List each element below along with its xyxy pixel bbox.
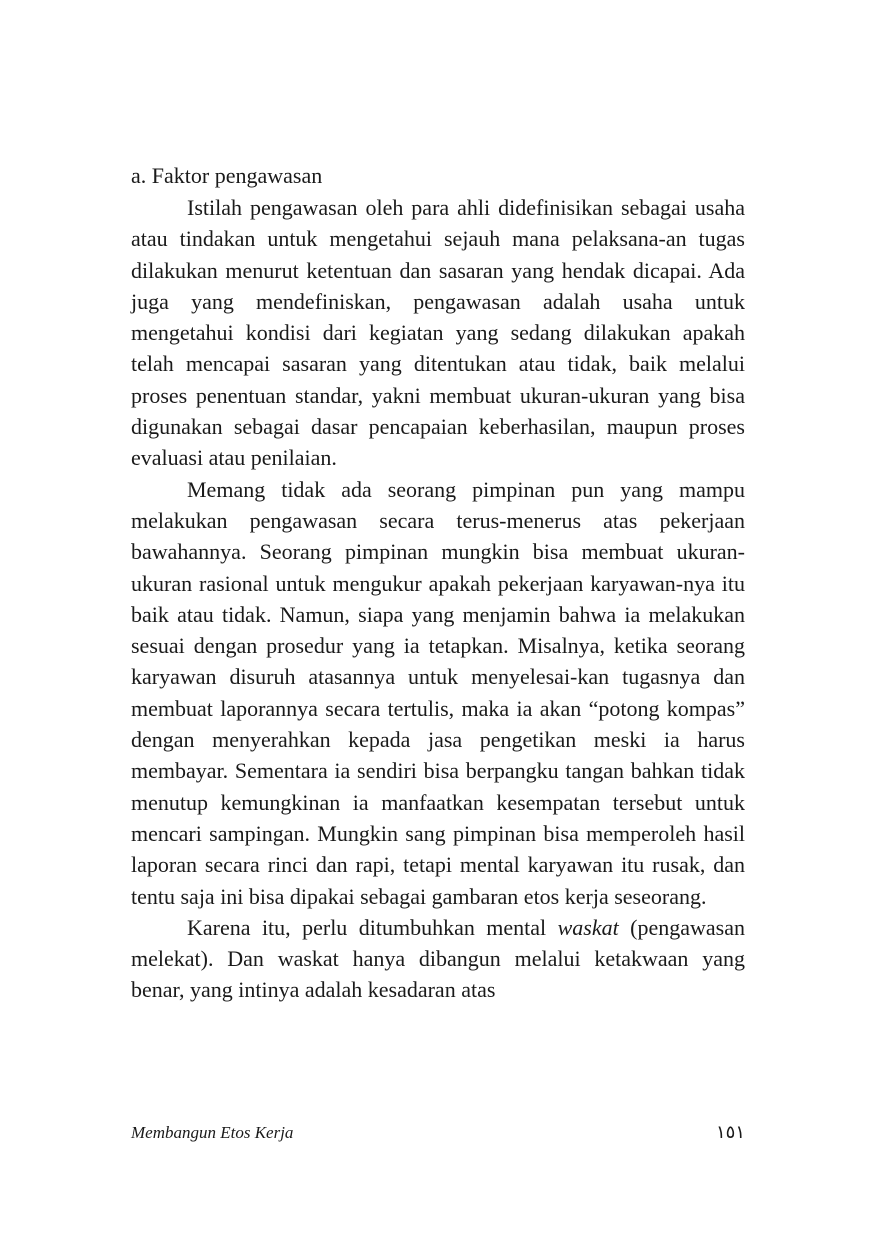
page-body [131, 160, 745, 1006]
footer-book-title: Membangun Etos Kerja [131, 1123, 294, 1142]
paragraph-3-italic-term: waskat [557, 914, 619, 940]
section-heading: a. Faktor pengawasan [131, 163, 323, 188]
footer-page-number: ١٥١ [715, 1122, 745, 1143]
paragraph-3 [131, 912, 745, 1006]
paragraph-3-text-start: Karena itu, perlu ditumbuhkan mental [187, 914, 558, 940]
page-footer [131, 1118, 745, 1148]
paragraph-2: Memang tidak ada seorang pimpinan pun yang mampu melakukan pengawasan secara terus-menerus atas pekerjaan bawahannya. Seorang pimpinan mungkin bisa membuat ukuran-ukuran rasional untuk mengukur apakah pekerjaan karyawan-nya itu baik atau tidak. Namun, siapa yang menjamin bahwa ia melakukan sesuai dengan prosedur yang ia tetapkan. Misalnya, ketika seorang karyawan disuruh atasannya untuk menyelesai-kan tugasnya dan membuat laporannya secara tertulis, maka ia akan “potong kompas” dengan menyerahkan kepada jasa pengetikan meski ia harus membayar. Sementara ia sendiri bisa berpangku tangan bahkan tidak menutup kemungkinan ia manfaatkan kesempatan tersebut untuk mencari sampingan. Mungkin sang pimpinan bisa memperoleh hasil laporan secara rinci dan rapi, tetapi mental karyawan itu rusak, dan tentu saja ini bisa dipakai sebagai gambaran etos kerja seseorang. [131, 476, 745, 909]
paragraph-1: Istilah pengawasan oleh para ahli didefinisikan sebagai usaha atau tindakan untuk mengetahui sejauh mana pelaksana-an tugas dilakukan menurut ketentuan dan sasaran yang hendak dicapai. Ada juga yang mendefiniskan, pengawasan adalah usaha untuk mengetahui kondisi dari kegiatan yang sedang dilakukan apakah telah mencapai sasaran yang ditentukan atau tidak, baik melalui proses penentuan standar, yakni membuat ukuran-ukuran yang bisa digunakan sebagai dasar pencapaian keberhasilan, maupun proses evaluasi atau penilaian. [131, 195, 745, 471]
paragraph-3-text-end: (pengawasan melekat). Dan waskat hanya dibangun melalui ketakwaan yang benar, yang intinya adalah kesadaran atas [131, 914, 745, 1003]
